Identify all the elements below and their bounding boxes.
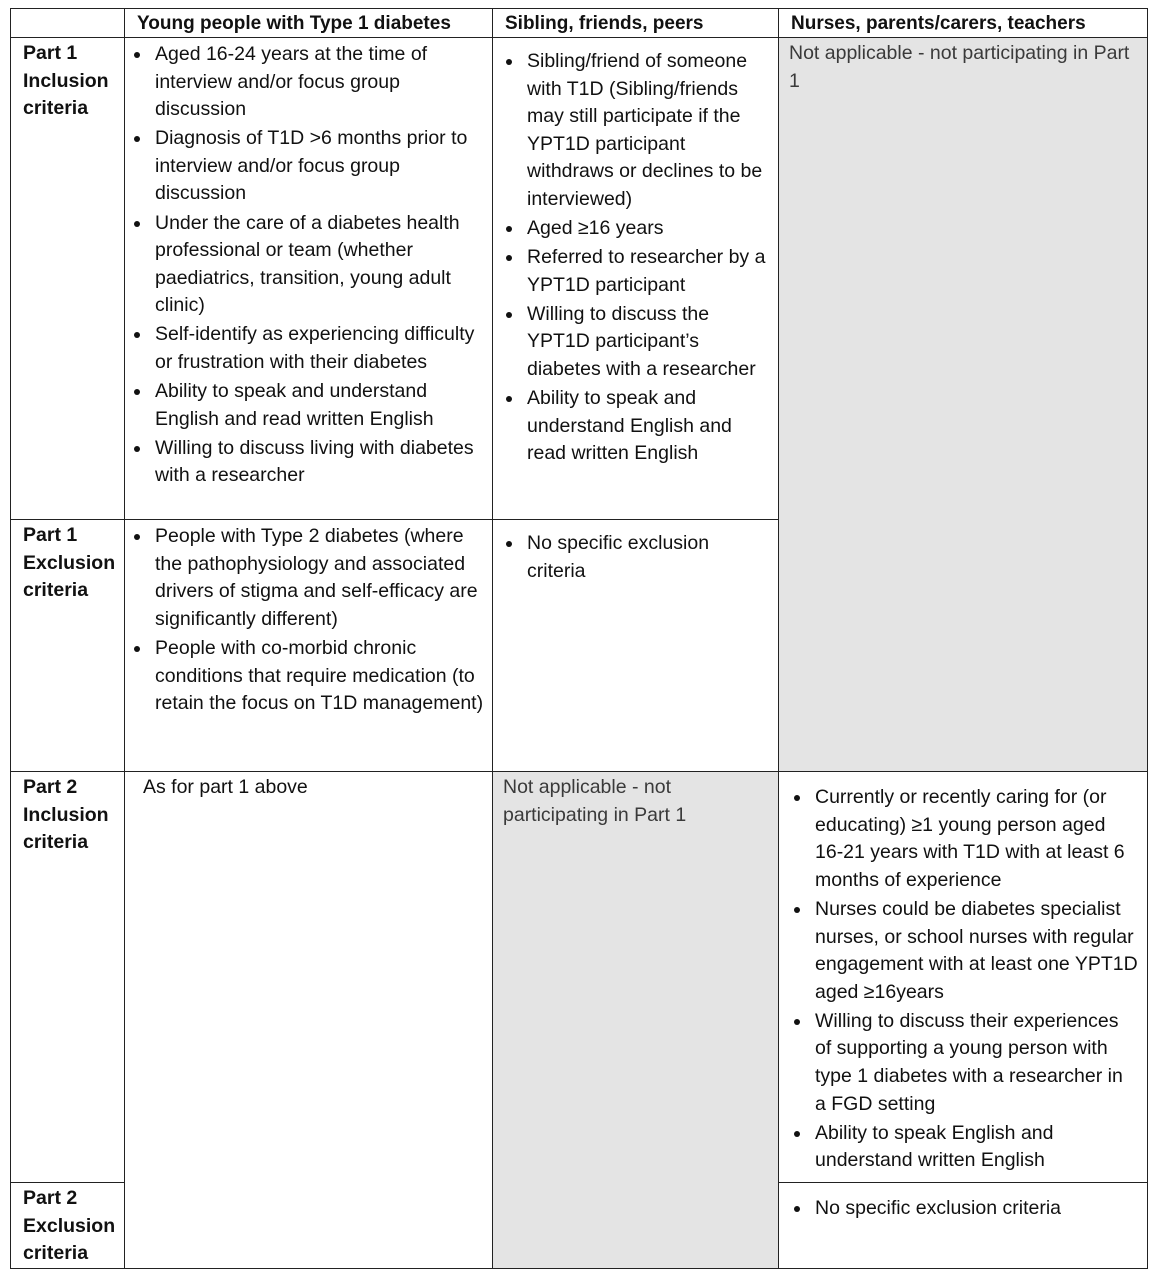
criteria-item: Willing to discuss living with diabetes with a researcher bbox=[131, 435, 484, 490]
criteria-list bbox=[131, 523, 484, 718]
criteria-item: Nurses could be diabetes specialist nurses, or school nurses with regular engagement with at least one YPT1D aged ≥16years bbox=[791, 896, 1139, 1006]
cell-part2-inclusion-nurses bbox=[779, 772, 1148, 1183]
criteria-item: No specific exclusion criteria bbox=[791, 1195, 1139, 1223]
criteria-item: People with co-morbid chronic conditions that require medication (to retain the focus on T1D management) bbox=[131, 635, 484, 718]
cell-part2-exclusion-nurses bbox=[779, 1183, 1148, 1269]
criteria-item: Referred to researcher by a YPT1D participant bbox=[503, 244, 770, 299]
row-part2-inclusion bbox=[11, 772, 1148, 1183]
criteria-item: Ability to speak and understand English and read written English bbox=[503, 385, 770, 468]
row-label-part1-inclusion: Part 1 Inclusion criteria bbox=[11, 38, 125, 520]
criteria-item: Aged 16-24 years at the time of interview and/or focus group discussion bbox=[131, 41, 484, 124]
criteria-item: Ability to speak and understand English and read written English bbox=[131, 378, 484, 433]
criteria-item: No specific exclusion criteria bbox=[503, 530, 770, 585]
criteria-item: Aged ≥16 years bbox=[503, 215, 770, 243]
row-label-part1-exclusion: Part 1 Exclusion criteria bbox=[11, 520, 125, 772]
criteria-list bbox=[791, 784, 1139, 1175]
criteria-item: Willing to discuss their experiences of supporting a young person with type 1 diabetes with a researcher in a FGD setting bbox=[791, 1008, 1139, 1118]
cell-part2-siblings-not-applicable: Not applicable - not participating in Part 1 bbox=[493, 772, 779, 1269]
criteria-list bbox=[791, 1195, 1139, 1223]
row-label-part2-exclusion: Part 2 Exclusion criteria bbox=[11, 1183, 125, 1269]
cell-part1-nurses-not-applicable: Not applicable - not participating in Part 1 bbox=[779, 38, 1148, 772]
cell-part1-inclusion-young bbox=[125, 38, 493, 520]
header-criteria bbox=[11, 9, 125, 38]
criteria-list bbox=[131, 41, 484, 490]
cell-part2-young bbox=[125, 772, 493, 1269]
criteria-table bbox=[10, 8, 1148, 1269]
cell-part1-exclusion-siblings bbox=[493, 520, 779, 772]
cell-part1-exclusion-young bbox=[125, 520, 493, 772]
criteria-list bbox=[503, 48, 770, 468]
criteria-item: People with Type 2 diabetes (where the pathophysiology and associated drivers of stigma and self-efficacy are significantly different) bbox=[131, 523, 484, 633]
header-young-people: Young people with Type 1 diabetes bbox=[125, 9, 493, 38]
criteria-item: Sibling/friend of someone with T1D (Sibling/friends may still participate if the YPT1D participant withdraws or declines to be interviewed) bbox=[503, 48, 770, 214]
header-row bbox=[11, 9, 1148, 38]
criteria-list bbox=[503, 530, 770, 585]
criteria-item: Diagnosis of T1D >6 months prior to interview and/or focus group discussion bbox=[131, 125, 484, 208]
header-nurses: Nurses, parents/carers, teachers bbox=[779, 9, 1148, 38]
criteria-item: Willing to discuss the YPT1D participant’s diabetes with a researcher bbox=[503, 301, 770, 384]
part2-young-text: As for part 1 above bbox=[143, 776, 308, 799]
criteria-item: Under the care of a diabetes health professional or team (whether paediatrics, transition, young adult clinic) bbox=[131, 210, 484, 320]
row-label-part2-inclusion: Part 2 Inclusion criteria bbox=[11, 772, 125, 1183]
cell-part1-inclusion-siblings bbox=[493, 38, 779, 520]
row-part1-inclusion bbox=[11, 38, 1148, 520]
criteria-item: Ability to speak English and understand written English bbox=[791, 1120, 1139, 1175]
header-siblings: Sibling, friends, peers bbox=[493, 9, 779, 38]
criteria-item: Currently or recently caring for (or educating) ≥1 young person aged 16-21 years with T1D with at least 6 months of experience bbox=[791, 784, 1139, 894]
criteria-item: Self-identify as experiencing difficulty or frustration with their diabetes bbox=[131, 321, 484, 376]
